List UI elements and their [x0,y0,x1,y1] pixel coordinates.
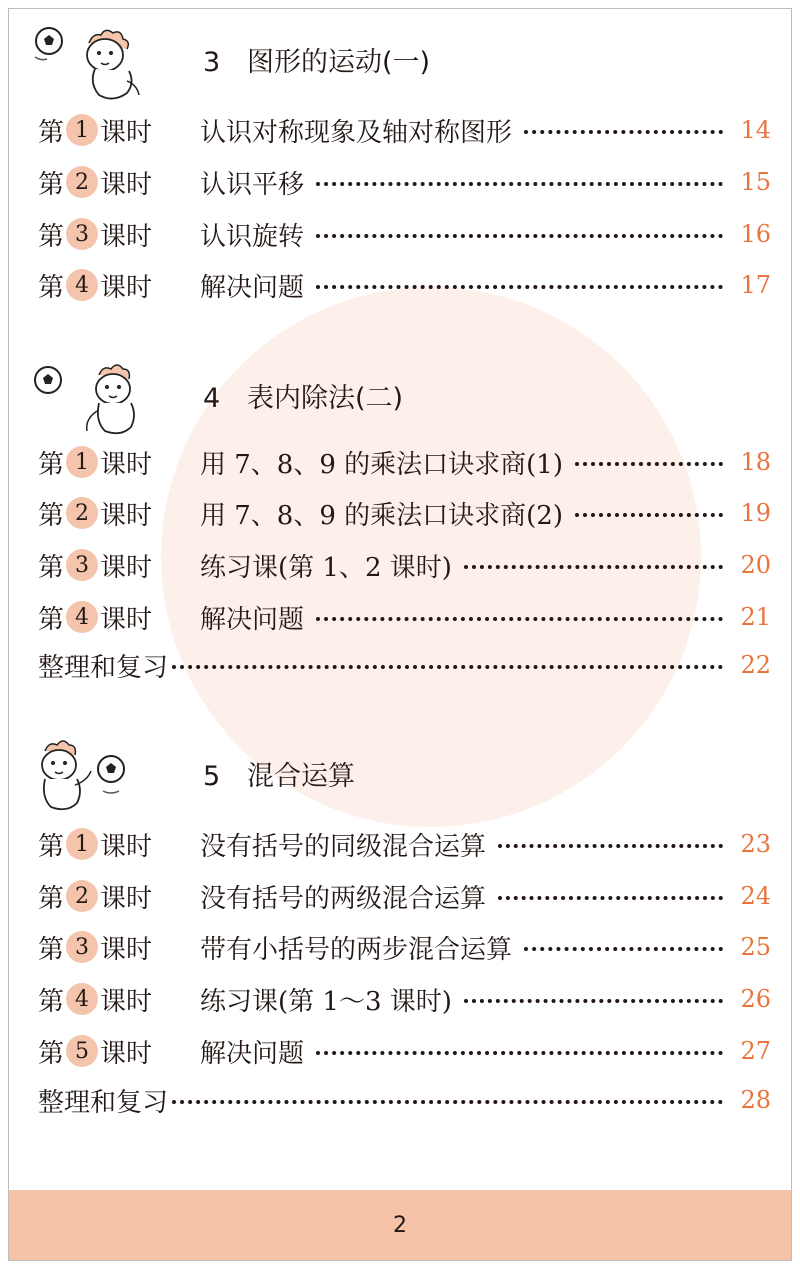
lesson-number-badge: 2 [66,166,98,198]
lesson-number-badge: 2 [66,880,98,912]
page-number: 21 [740,603,771,631]
toc-entry[interactable]: 第 4 课时 练习课(第 1～3 课时) 26 [38,979,771,1019]
toc-entry[interactable]: 第 3 课时 带有小括号的两步混合运算 25 [38,927,771,967]
page-number: 28 [740,1086,771,1114]
page-number: 25 [740,933,771,961]
page-number: 14 [740,116,771,144]
lesson-name: 练习课(第 1、2 课时) [200,552,452,583]
lesson-number-badge: 3 [66,931,98,963]
lesson-name: 用 7、8、9 的乘法口诀求商(2) [200,500,563,531]
lesson-name: 用 7、8、9 的乘法口诀求商(1) [200,449,563,480]
toc-entry[interactable]: 第 4 课时 解决问题 17 [38,265,771,305]
leader-dots [316,285,723,289]
leader-dots [498,844,723,848]
toc-entry[interactable]: 第 5 课时 解决问题 27 [38,1031,771,1071]
page-number: 24 [740,882,771,910]
unit-title: 3 图形的运动(一) [203,47,431,78]
toc-page [8,8,792,1261]
toc-entry[interactable]: 第 2 课时 没有括号的两级混合运算 24 [38,876,771,916]
toc-entry[interactable]: 第 4 课时 解决问题 21 [38,597,771,637]
leader-dots [316,617,723,621]
page-number: 19 [740,499,771,527]
soccer-ball-icon [93,751,133,801]
toc-entry[interactable]: 第 2 课时 用 7、8、9 的乘法口诀求商(2) 19 [38,493,771,533]
lesson-name: 没有括号的同级混合运算 [200,831,487,862]
leader-dots [498,896,723,900]
cartoon-mascot-icon [29,735,99,821]
toc-entry[interactable]: 第 3 课时 练习课(第 1、2 课时) 20 [38,545,771,585]
cartoon-mascot-icon [77,361,153,441]
page-number: 17 [740,271,771,299]
leader-dots [575,462,723,466]
lesson-name: 没有括号的两级混合运算 [200,883,487,914]
toc-entry[interactable]: 第 1 课时 认识对称现象及轴对称图形 14 [38,110,771,150]
toc-entry[interactable]: 第 3 课时 认识旋转 16 [38,214,771,254]
lesson-number-badge: 3 [66,218,98,250]
lesson-number-badge: 1 [66,828,98,860]
page-number: 20 [740,551,771,579]
leader-dots [464,565,723,569]
toc-entry[interactable]: 第 1 课时 用 7、8、9 的乘法口诀求商(1) 18 [38,442,771,482]
review-name: 整理和复习 [38,652,169,683]
lesson-name: 带有小括号的两步混合运算 [200,934,513,965]
cartoon-mascot-icon [71,23,151,107]
footer-page-number: 2 [393,1212,407,1238]
toc-entry[interactable]: 第 2 课时 认识平移 15 [38,162,771,202]
unit-title: 5 混合运算 [203,761,355,792]
lesson-number-badge: 1 [66,446,98,478]
page-number: 16 [740,220,771,248]
lesson-number-badge: 4 [66,601,98,633]
leader-dots [172,1100,723,1104]
lesson-name: 解决问题 [200,604,305,635]
toc-review-entry[interactable] [38,645,771,685]
page-number: 22 [740,651,771,679]
lesson-number-badge: 3 [66,549,98,581]
page-number: 26 [740,985,771,1013]
soccer-ball-icon [31,363,65,397]
lesson-name: 认识旋转 [200,221,305,252]
lesson-number-badge: 5 [66,1035,98,1067]
page-number: 27 [740,1037,771,1065]
leader-dots [575,513,723,517]
lesson-name: 解决问题 [200,272,305,303]
lesson-name: 练习课(第 1～3 课时) [200,986,452,1017]
lesson-name: 解决问题 [200,1038,305,1069]
lesson-number-badge: 1 [66,114,98,146]
leader-dots [524,130,723,134]
page-number: 18 [740,448,771,476]
page-number: 23 [740,830,771,858]
page-footer [9,1190,791,1260]
page-number: 15 [740,168,771,196]
toc-entry[interactable]: 第 1 课时 没有括号的同级混合运算 23 [38,824,771,864]
leader-dots [464,999,723,1003]
leader-dots [172,665,723,669]
lesson-number-badge: 4 [66,269,98,301]
leader-dots [316,1051,723,1055]
leader-dots [316,234,723,238]
unit-title: 4 表内除法(二) [203,383,404,414]
lesson-name: 认识平移 [200,169,305,200]
lesson-name: 认识对称现象及轴对称图形 [200,117,513,148]
lesson-number-badge: 4 [66,983,98,1015]
leader-dots [316,182,723,186]
toc-review-entry[interactable] [38,1080,771,1120]
lesson-number-badge: 2 [66,497,98,529]
review-name: 整理和复习 [38,1087,169,1118]
soccer-ball-icon [31,23,71,67]
leader-dots [524,947,723,951]
